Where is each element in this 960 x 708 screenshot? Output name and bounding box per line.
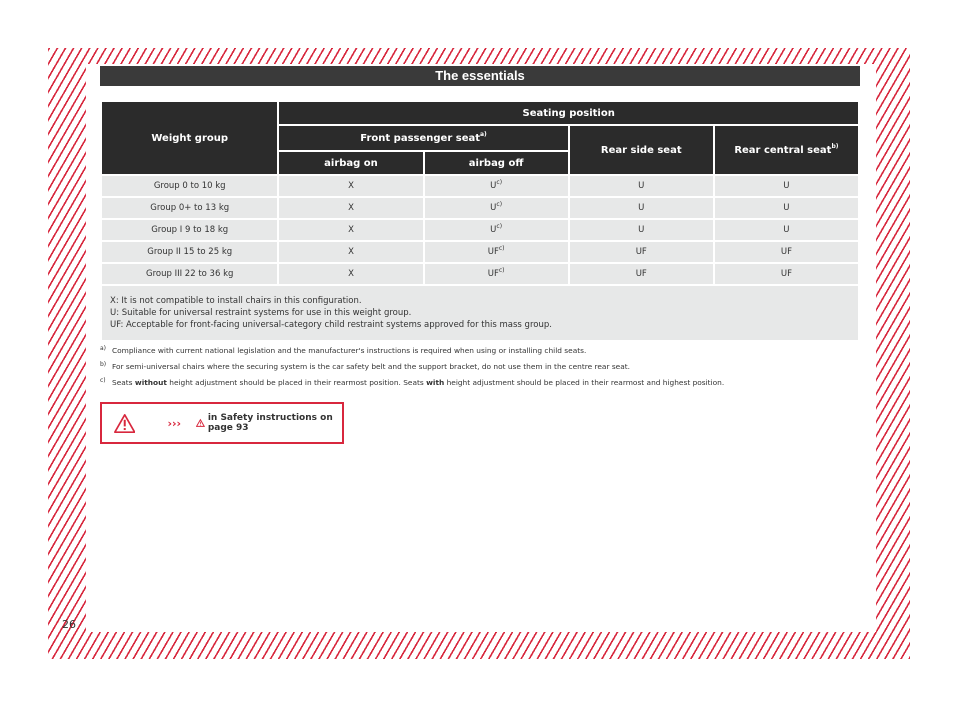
header-rear-side: Rear side seat bbox=[570, 126, 713, 174]
table-row: Group III 22 to 36 kg X UF$^{c)}$ UF UF bbox=[102, 264, 858, 284]
small-warning-icon bbox=[196, 418, 205, 428]
header-rear-central: Rear central seat$^{b)}$ bbox=[715, 126, 858, 174]
page-number: 26 bbox=[62, 618, 76, 631]
header-weight-group: Weight group bbox=[102, 102, 277, 174]
child-seat-table bbox=[100, 100, 860, 342]
section-header bbox=[100, 66, 860, 86]
footnote-b: b) For semi-universal chairs where the securing system is the car safety belt and the support bracket, do not use them in the centre rear seat. bbox=[100, 361, 631, 371]
subheader-airbag-off: airbag off bbox=[425, 152, 568, 174]
header-front-passenger: Front passenger seat$^{a)}$ bbox=[279, 126, 567, 150]
footnotes bbox=[100, 346, 860, 394]
table-legend: X: It is not compatible to install chairs in this configuration. U: Suitable for universal restraint systems for use in this weight group. UF: Acceptable for front-facing universal-category child restraint systems approved for this mass group. bbox=[102, 286, 858, 340]
table-row: Group I 9 to 18 kg X $U^{c)}$ U U bbox=[102, 220, 858, 240]
warning-reference: ››› in Safety instructions on page 93 bbox=[167, 413, 333, 433]
safety-warning-link[interactable] bbox=[100, 402, 344, 444]
table-row: Group 0 to 10 kg X $U^{c)}$ U U bbox=[102, 176, 858, 196]
table-row: Group 0+ to 13 kg X $U^{c)}$ U U bbox=[102, 198, 858, 218]
warning-triangle-icon bbox=[114, 412, 135, 435]
footnote-a: a) Compliance with current national legislation and the manufacturer's instructions is required when using or installing child seats. bbox=[100, 345, 587, 355]
footnote-c: c) Seats without height adjustment should be placed in their rearmost position. Seats with height adjustment should be placed in their rearmost and highest position. bbox=[100, 377, 725, 387]
chevrons-icon: ››› bbox=[167, 416, 182, 430]
table-row: Group II 15 to 25 kg X UF$^{c)}$ UF UF bbox=[102, 242, 858, 262]
section-title: The essentials bbox=[435, 68, 525, 83]
subheader-airbag-on: airbag on bbox=[279, 152, 422, 174]
table-legend-row bbox=[102, 286, 858, 340]
header-seating-position: Seating position bbox=[279, 102, 858, 124]
